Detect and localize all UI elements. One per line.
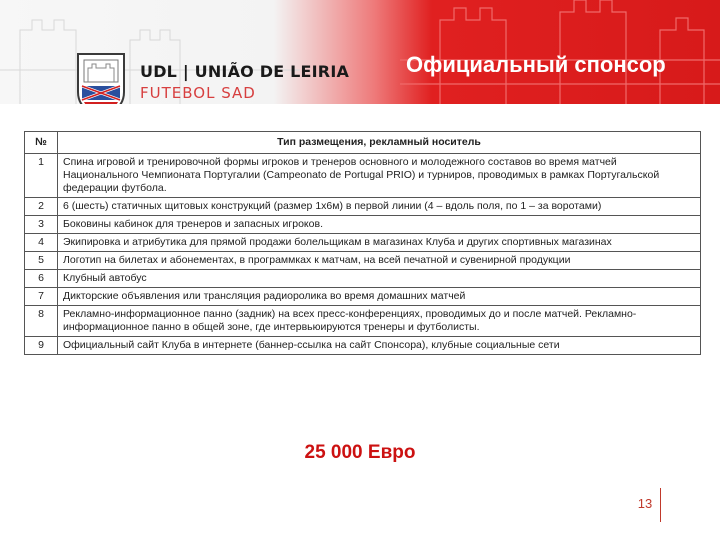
table-row bbox=[25, 288, 701, 306]
row-number: 6 bbox=[25, 270, 58, 288]
page-number: 13 bbox=[637, 496, 653, 511]
club-name: UDL | UNIÃO DE LEIRIA bbox=[140, 62, 350, 81]
table-row bbox=[25, 270, 701, 288]
row-number: 4 bbox=[25, 234, 58, 252]
price-label: 25 000 Евро bbox=[304, 442, 416, 463]
row-text: Экипировка и атрибутика для прямой продажи болельщикам в магазинах Клуба и других спортивных магазинах bbox=[58, 234, 701, 252]
table-row bbox=[25, 234, 701, 252]
column-header-type: Тип размещения, рекламный носитель bbox=[58, 132, 701, 154]
row-number: 7 bbox=[25, 288, 58, 306]
table-row bbox=[25, 198, 701, 216]
row-number: 8 bbox=[25, 306, 58, 337]
title-clip bbox=[0, 0, 720, 104]
row-text: Спина игровой и тренировочной формы игроков и тренеров основного и молодежного составов во время матчей Национального Чемпионата Португалии (Campeonato de Portugal PRIO) и турниров, проводимых в рамках Португальской федерации футбола. bbox=[58, 154, 701, 198]
row-text: Боковины кабинок для тренеров и запасных игроков. bbox=[58, 216, 701, 234]
table-row bbox=[25, 252, 701, 270]
sponsorship-table bbox=[24, 131, 701, 355]
row-text: Дикторские объявления или трансляция радиоролика во время домашних матчей bbox=[58, 288, 701, 306]
table-row bbox=[25, 216, 701, 234]
row-text: Официальный сайт Клуба в интернете (баннер-ссылка на сайт Спонсора), клубные социальные сети bbox=[58, 337, 701, 355]
row-number: 1 bbox=[25, 154, 58, 198]
table-row bbox=[25, 154, 701, 198]
column-header-number: № bbox=[25, 132, 58, 154]
header-banner bbox=[0, 0, 720, 104]
row-text: Логотип на билетах и абонементах, в программках к матчам, на всей печатной и сувенирной продукции bbox=[58, 252, 701, 270]
table-row bbox=[25, 337, 701, 355]
row-number: 9 bbox=[25, 337, 58, 355]
page-title: Официальный спонсор bbox=[406, 52, 666, 77]
row-number: 3 bbox=[25, 216, 58, 234]
page-number-divider bbox=[660, 488, 661, 522]
club-subtitle: FUTEBOL SAD bbox=[140, 84, 256, 102]
table-row bbox=[25, 306, 701, 337]
table-header-row bbox=[25, 132, 701, 154]
row-text: Рекламно-информационное панно (задник) на всех пресс-конференциях, проводимых до и после матчей. Рекламно-информационное панно в общей зоне, где интервьюируются тренеры и футболисты. bbox=[58, 306, 701, 337]
row-text: 6 (шесть) статичных щитовых конструкций (размер 1х6м) в первой линии (4 – вдоль поля, по 1 – за воротами) bbox=[58, 198, 701, 216]
row-number: 2 bbox=[25, 198, 58, 216]
row-number: 5 bbox=[25, 252, 58, 270]
row-text: Клубный автобус bbox=[58, 270, 701, 288]
